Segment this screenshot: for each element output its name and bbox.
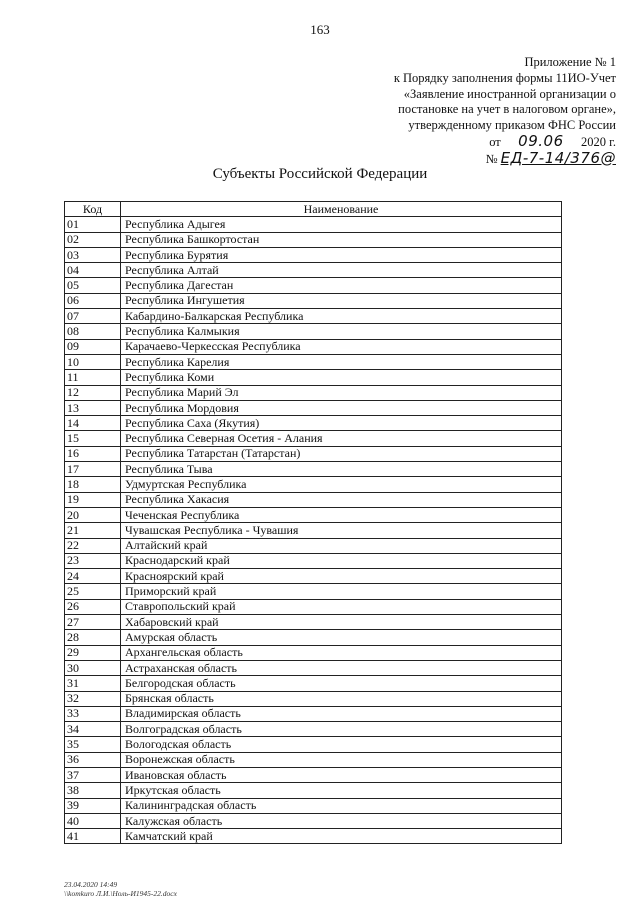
row-name: Удмуртская Республика [121,477,562,492]
table-row [65,722,562,737]
footer-timestamp: 23.04.2020 14:49 [64,880,118,889]
row-name: Республика Ингушетия [121,293,562,308]
row-code: 08 [65,324,121,339]
row-code: 18 [65,477,121,492]
row-code: 28 [65,630,121,645]
row-name: Карачаево-Черкесская Республика [121,339,562,354]
row-code: 10 [65,354,121,369]
table-row [65,706,562,721]
row-name: Алтайский край [121,538,562,553]
table-row [65,324,562,339]
row-name: Красноярский край [121,569,562,584]
table-row [65,538,562,553]
row-name: Республика Дагестан [121,278,562,293]
row-name: Амурская область [121,630,562,645]
row-code: 02 [65,232,121,247]
row-name: Республика Калмыкия [121,324,562,339]
table-row [65,752,562,767]
table-row [65,676,562,691]
table-row [65,553,562,568]
row-name: Чеченская Республика [121,507,562,522]
document-title: Субъекты Российской Федерации [212,166,428,182]
table-row [65,813,562,828]
table-row [65,232,562,247]
row-name: Ивановская область [121,767,562,782]
row-code: 32 [65,691,121,706]
row-name: Калужская область [121,813,562,828]
row-name: Краснодарский край [121,553,562,568]
row-code: 36 [65,752,121,767]
row-code: 25 [65,584,121,599]
row-code: 30 [65,660,121,675]
row-name: Брянская область [121,691,562,706]
row-code: 31 [65,676,121,691]
row-code: 16 [65,446,121,461]
row-code: 05 [65,278,121,293]
date-suffix: 2020 г. [581,134,616,149]
row-code: 38 [65,783,121,798]
row-name: Владимирская область [121,706,562,721]
handwritten-order-number: ЕД-7-14/376@ [500,148,616,167]
table-row [65,767,562,782]
row-code: 29 [65,645,121,660]
row-name: Республика Саха (Якутия) [121,416,562,431]
row-name: Республика Алтай [121,263,562,278]
table-row [65,339,562,354]
table-row [65,247,562,262]
row-name: Республика Бурятия [121,247,562,262]
table-row [65,416,562,431]
row-code: 22 [65,538,121,553]
table-row [65,584,562,599]
table-row [65,691,562,706]
row-code: 14 [65,416,121,431]
row-code: 24 [65,569,121,584]
table-row [65,278,562,293]
table-row [65,293,562,308]
row-code: 27 [65,615,121,630]
table-row [65,737,562,752]
name-column-header: Наименование [121,202,562,217]
row-name: Республика Хакасия [121,492,562,507]
row-code: 11 [65,370,121,385]
table-row [65,400,562,415]
row-code: 33 [65,706,121,721]
row-code: 15 [65,431,121,446]
table-row [65,217,562,232]
row-code: 41 [65,829,121,844]
code-column-header: Код [65,202,121,217]
row-code: 34 [65,722,121,737]
table-row [65,783,562,798]
row-code: 07 [65,309,121,324]
number-prefix: № [485,151,498,166]
row-code: 19 [65,492,121,507]
row-name: Камчатский край [121,829,562,844]
row-name: Кабардино-Балкарская Республика [121,309,562,324]
table-row [65,630,562,645]
row-name: Республика Коми [121,370,562,385]
row-code: 23 [65,553,121,568]
row-code: 12 [65,385,121,400]
row-name: Астраханская область [121,660,562,675]
row-name: Воронежская область [121,752,562,767]
row-code: 01 [65,217,121,232]
row-code: 17 [65,462,121,477]
appendix-line: утвержденному приказом ФНС России [408,118,616,133]
row-name: Республика Мордовия [121,400,562,415]
row-name: Хабаровский край [121,615,562,630]
table-row [65,492,562,507]
table-row [65,660,562,675]
table-row [65,615,562,630]
row-code: 39 [65,798,121,813]
row-name: Республика Северная Осетия - Алания [121,431,562,446]
file-footer [64,880,177,898]
appendix-line: Приложение № 1 [524,55,616,69]
date-prefix: от [489,134,501,149]
table-row [65,263,562,278]
table-row [65,354,562,369]
table-row [65,523,562,538]
row-code: 13 [65,400,121,415]
row-code: 35 [65,737,121,752]
row-code: 40 [65,813,121,828]
row-code: 21 [65,523,121,538]
table-row [65,446,562,461]
table-row [65,370,562,385]
table-row [65,507,562,522]
table-row [65,309,562,324]
table-row [65,431,562,446]
row-name: Республика Адыгея [121,217,562,232]
row-name: Иркутская область [121,783,562,798]
row-code: 04 [65,263,121,278]
row-name: Архангельская область [121,645,562,660]
table-header-row [65,202,562,217]
row-code: 09 [65,339,121,354]
table-row [65,385,562,400]
appendix-line: «Заявление иностранной организации о [403,86,616,101]
row-name: Калининградская область [121,798,562,813]
row-name: Республика Татарстан (Татарстан) [121,446,562,461]
row-name: Вологодская область [121,737,562,752]
subjects-table [64,201,562,844]
table-row [65,829,562,844]
page-number: 163 [310,22,330,37]
row-name: Ставропольский край [121,599,562,614]
row-name: Волгоградская область [121,722,562,737]
table-row [65,477,562,492]
table-row [65,462,562,477]
row-name: Приморский край [121,584,562,599]
row-name: Республика Марий Эл [121,385,562,400]
appendix-line: постановке на учет в налоговом органе», [398,102,616,117]
row-name: Белгородская область [121,676,562,691]
row-code: 20 [65,507,121,522]
handwritten-date: 09.06 [518,131,564,150]
table-row [65,599,562,614]
row-code: 06 [65,293,121,308]
row-code: 37 [65,767,121,782]
row-name: Республика Тыва [121,462,562,477]
appendix-line: к Порядку заполнения формы 11ИО-Учет [393,70,616,85]
table-row [65,645,562,660]
table-row [65,798,562,813]
row-code: 03 [65,247,121,262]
footer-file-path: \\komkuro Л.И.\Ноль-И1945-22.docx [64,889,177,898]
row-name: Республика Карелия [121,354,562,369]
row-name: Чувашская Республика - Чувашия [121,523,562,538]
row-name: Республика Башкортостан [121,232,562,247]
appendix-header [236,55,616,168]
table-row [65,569,562,584]
row-code: 26 [65,599,121,614]
